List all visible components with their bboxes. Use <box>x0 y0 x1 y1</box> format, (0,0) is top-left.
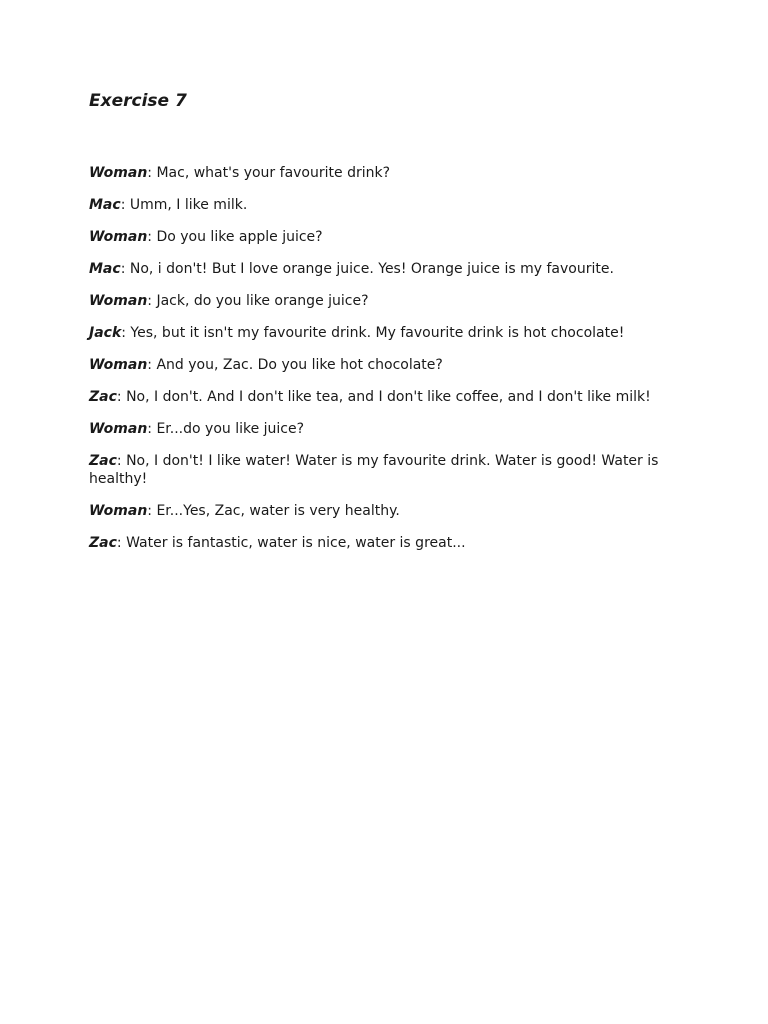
dialogue-line <box>89 292 669 310</box>
line-text: : Do you like apple juice? <box>147 229 323 245</box>
speaker-name: Woman <box>89 357 148 373</box>
speaker-name: Zac <box>89 535 117 551</box>
line-text: : Er...Yes, Zac, water is very healthy. <box>147 503 400 519</box>
speaker-name: Woman <box>89 503 148 519</box>
exercise-title: Exercise 7 <box>89 91 187 111</box>
dialogue-line <box>89 228 669 246</box>
dialogue-line <box>89 388 669 406</box>
line-text: : Yes, but it isn't my favourite drink. My favourite drink is hot chocolate! <box>121 325 625 341</box>
speaker-name: Zac <box>89 389 117 405</box>
dialogue-line <box>89 420 669 438</box>
speaker-name: Woman <box>89 293 148 309</box>
dialogue-line <box>89 502 669 520</box>
line-text: : And you, Zac. Do you like hot chocolate? <box>147 357 443 373</box>
line-text: : Jack, do you like orange juice? <box>147 293 369 309</box>
dialogue-line <box>89 534 669 552</box>
dialogue-line <box>89 452 669 488</box>
dialogue-line <box>89 324 669 342</box>
line-text: : Umm, I like milk. <box>120 197 248 213</box>
dialogue <box>89 164 669 552</box>
speaker-name: Mac <box>89 261 121 277</box>
line-text: : Mac, what's your favourite drink? <box>147 165 391 181</box>
dialogue-line <box>89 356 669 374</box>
speaker-name: Zac <box>89 453 117 469</box>
line-text: : No, I don't. And I don't like tea, and I don't like coffee, and I don't like milk! <box>116 389 651 405</box>
speaker-name: Woman <box>89 165 148 181</box>
line-text: : No, I don't! I like water! Water is my favourite drink. Water is good! Water is healthy! <box>89 453 659 487</box>
line-text: : Water is fantastic, water is nice, water is great... <box>116 535 466 551</box>
speaker-name: Woman <box>89 421 148 437</box>
speaker-name: Jack <box>89 325 122 341</box>
document-page <box>89 90 669 566</box>
line-text: : Er...do you like juice? <box>147 421 305 437</box>
dialogue-line <box>89 196 669 214</box>
dialogue-line <box>89 260 669 278</box>
line-text: : No, i don't! But I love orange juice. Yes! Orange juice is my favourite. <box>120 261 614 277</box>
dialogue-line <box>89 164 669 182</box>
speaker-name: Mac <box>89 197 121 213</box>
speaker-name: Woman <box>89 229 148 245</box>
